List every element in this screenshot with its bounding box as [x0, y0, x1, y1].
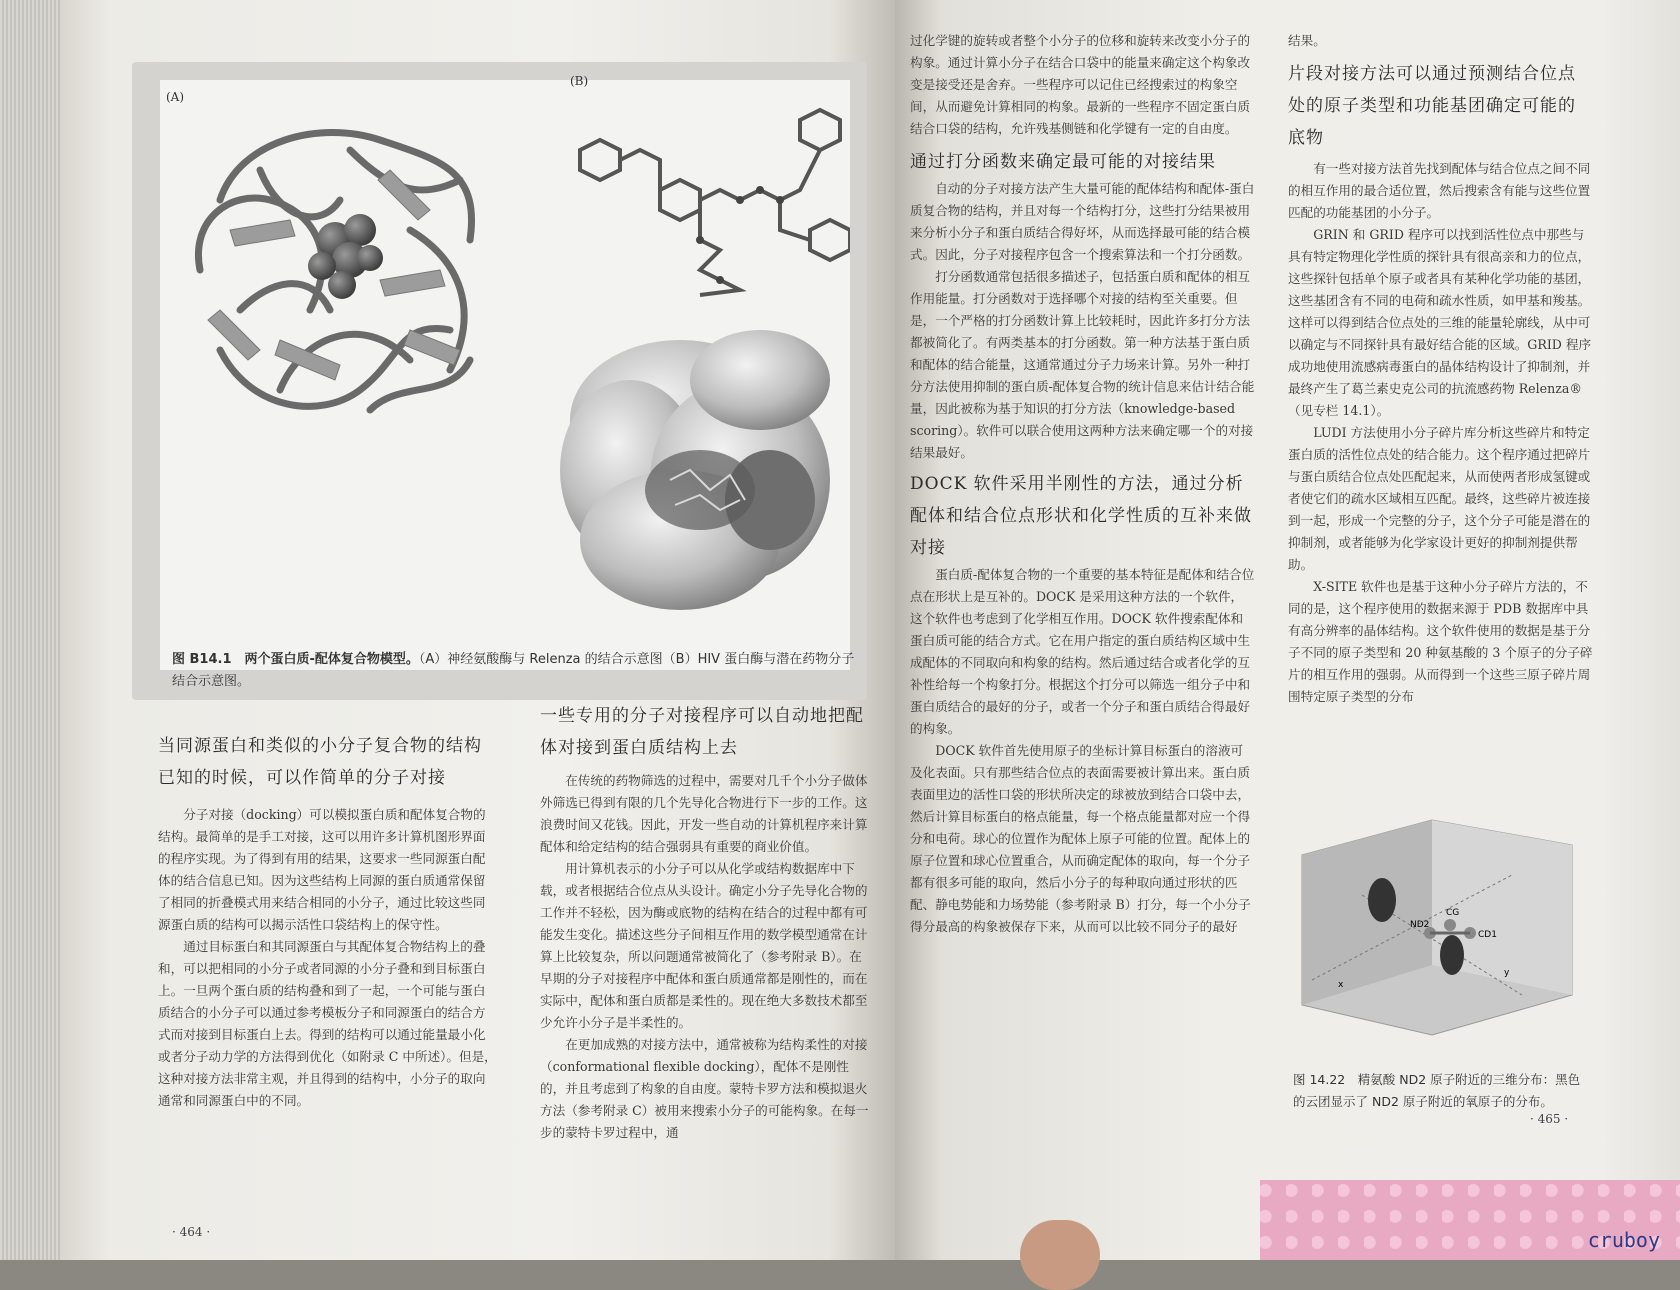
page-number-left: · 464 · [172, 1225, 211, 1239]
figure-panels [160, 74, 850, 670]
section-heading: 片段对接方法可以通过预测结合位点处的原子类型和功能基团确定可能的底物 [1288, 64, 1576, 148]
section-heading: 当同源蛋白和类似的小分子复合物的结构已知的时候，可以作简单的分子对接 [158, 736, 482, 788]
watermark: cruboy [1587, 1228, 1660, 1252]
caption-text: （A）神经氨酸酶与 Relenza 的结合示意图（B）HIV 蛋白酶与潜在药物分子结合示意图。 [172, 652, 855, 689]
right-column-1 [910, 30, 1255, 938]
right-column-2 [1288, 30, 1593, 708]
label-cd1: CD1 [1478, 930, 1497, 940]
left-column-2 [540, 700, 870, 1144]
ligand-stick-model [580, 110, 850, 295]
paragraph: 自动的分子对接方法产生大量可能的配体结构和配体-蛋白质复合物的结构，并且对每一个结构打分，这些打分结果被用来分析小分子和蛋白质结合得好坏，从而选择最可能的结合模式。因此，分子对接程序包含一个搜索算法和一个打分函数。 [910, 181, 1255, 262]
paragraph: 过化学键的旋转或者整个小分子的位移和旋转来改变小分子的构象。通过计算小分子在结合口袋中的能量来确定这个构象改变是接受还是舍弃。一些程序可以记住已经搜索过的构象空间，从而避免计算相同的构象。最新的一些程序不固定蛋白质结合口袋的结构，允许残基侧链和化学键有一定的自由度。 [910, 33, 1251, 136]
paragraph: 结果。 [1288, 33, 1326, 48]
paragraph: 分子对接（docking）可以模拟蛋白质和配体复合物的结构。最简单的是手工对接，这可以用许多计算机图形界面的程序实现。为了得到有用的结果，这要求一些同源蛋白配体的结合信息已知。因为这些结构上同源的蛋白质通常保留了相同的折叠模式用来结合相同的小分子，通过比较这些同源蛋白质的结构可以揭示活性口袋结构上的保守性。 [158, 807, 486, 932]
label-y: y [1504, 968, 1510, 978]
label-x: x [1338, 980, 1344, 990]
section-heading: DOCK 软件采用半刚性的方法，通过分析配体和结合位点形状和化学性质的互补来做对接 [910, 474, 1252, 558]
paragraph: LUDI 方法使用小分子碎片库分析这些碎片和特定蛋白质的活性位点处的结合能力。这个程序通过把碎片与蛋白质结合位点处匹配起来，从而使两者形成氢键或者使它们的疏水区域相互匹配。最终，这些碎片被连接到一起，形成一个完整的分子，这个分子可能是潜在的抑制剂，或者能够为化学家设计更好的抑制剂提供帮助。 [1288, 425, 1591, 572]
page-number-right: · 465 · [1530, 1112, 1569, 1126]
cube-illustration [1282, 815, 1582, 1040]
section-heading: 通过打分函数来确定最可能的对接结果 [910, 152, 1216, 172]
paragraph: 在更加成熟的对接方法中，通常被称为结构柔性的对接（conformational flexible docking），配体不是刚性的，并且考虑到了构象的自由度。蒙特卡罗方法和模拟退火方法（参考附录 C）被用来搜索小分子的可能构象。在每一步的蒙特卡罗过程中，通 [540, 1037, 869, 1140]
figure-b14-1 [132, 62, 867, 700]
paragraph: X-SITE 软件也是基于这种小分子碎片方法的，不同的是，这个程序使用的数据来源于 PDB 数据库中具有高分辨率的晶体结构。这个软件使用的数据是基于分子不同的原子类型和 20 种氨基酸的 3 个原子的分子碎片的相互作用的强弱。从而得到一个这些三原子碎片周围特定原子类型的分布 [1288, 579, 1593, 704]
left-column-1 [158, 730, 498, 1112]
caption-title: 图 B14.1 两个蛋白质-配体复合物模型。 [172, 652, 419, 667]
protease-surface [560, 330, 830, 610]
thumb [1020, 1220, 1100, 1290]
panel-b-label: (B) [570, 74, 589, 88]
section-heading: 一些专用的分子对接程序可以自动地把配体对接到蛋白质结构上去 [540, 706, 864, 758]
paragraph: DOCK 软件首先使用原子的坐标计算目标蛋白的溶液可及化表面。只有那些结合位点的表面需要被计算出来。蛋白质表面里边的活性口袋的形状所决定的球被放到结合口袋中去，然后计算目标蛋白的格点能量，每一个格点能量都对应一个得分和电荷。球心的位置作为配体上原子可能的位置。配体上的原子位置和球心位置重合，从而确定配体的取向，每一个分子都有很多可能的取向，然后小分子的每种取向通过形状的匹配、静电势能和力场势能（参考附录 B）打分，每一个小分子得分最高的构象被保存下来，从而可以比较不同分子的最好 [910, 743, 1251, 934]
label-nd2: ND2 [1410, 920, 1430, 930]
paragraph: 在传统的药物筛选的过程中，需要对几千个小分子做体外筛选已得到有限的几个先导化合物进行下一步的工作。这浪费时间又花钱。因此，开发一些自动的计算机程序来计算配体和给定结构的结合强弱具有重要的商业价值。 [540, 773, 868, 854]
paragraph: 打分函数通常包括很多描述子，包括蛋白质和配体的相互作用能量。打分函数对于选择哪个对接的结构至关重要。但是，一个严格的打分函数计算上比较耗时，因此许多打分方法都被简化了。有两类基本的打分函数。第一种方法基于蛋白质和配体的结合能量，这通常通过分子力场来计算。另外一种打分方法使用抑制的蛋白质-配体复合物的统计信息来估计结合能量，因此被称为基于知识的打分方法（knowledge-based scoring）。软件可以联合使用这两种方法来确定哪一个的对接结果最好。 [910, 269, 1255, 460]
book-edge [0, 0, 60, 1260]
paragraph: GRIN 和 GRID 程序可以找到活性位点中那些与具有特定物理化学性质的探针具有很高亲和力的位点，这些探针包括单个原子或者具有某种化学功能的基团，这些基团含有不同的电荷和疏水性质，如甲基和羧基。这样可以得到结合位点处的三维的能量轮廓线，从中可以确定与不同探针具有最好结合能的区域。GRID 程序成功地使用流感病毒蛋白的晶体结构设计了抑制剂，并最终产生了葛兰素史克公司的抗流感药物 Relenza®（见专栏 14.1）。 [1288, 227, 1592, 418]
paragraph: 通过目标蛋白和其同源蛋白与其配体复合物结构上的叠和，可以把相同的小分子或者同源的小分子叠和到目标蛋白上。一旦两个蛋白质的结构叠和到了一起，一个可能与蛋白质结合的小分子可以通过参考模板分子和同源蛋白的结合方式而对接到目标蛋白上去。得到的结构可以通过能量最小化或者分子动力学的方法得到优化（如附录 C 中所述）。但是，这种对接方法非常主观，并且得到的结构中，小分子的取向通常和同源蛋白中的不同。 [158, 939, 497, 1108]
label-cg: CG [1446, 908, 1460, 918]
paragraph: 蛋白质-配体复合物的一个重要的基本特征是配体和结合位点在形状上是互补的。DOCK 是采用这种方法的一个软件，这个软件也考虑到了化学相互作用。DOCK 软件搜索配体和蛋白质可能的结合方式。它在用户指定的蛋白质结构区域中生成配体的不同取向和构象的结构。然后通过结合或者化学的互补性给每一个构象打分。根据这个打分可以筛选一组分子中和蛋白质结合的最好的分子，或者一个分子和蛋白质结合得最好的构象。 [910, 567, 1255, 736]
paragraph: 有一些对接方法首先找到配体与结合位点之间不同的相互作用的最合适位置，然后搜索含有能与这些位置匹配的功能基团的小分子。 [1288, 161, 1591, 220]
figure-14-22 [1282, 815, 1582, 1040]
figure-b14-1-caption [172, 649, 862, 693]
paragraph: 用计算机表示的小分子可以从化学或结构数据库中下载，或者根据结合位点从头设计。确定小分子先导化合物的工作并不轻松，因为酶或底物的结构在结合的过程中都有可能发生变化。描述这些分子间相互作用的数学模型通常在计算上比较复杂，所以问题通常被简化了（参考附录 B）。在早期的分子对接程序中配体和蛋白质通常都是刚性的，而在实际中，配体和蛋白质都是柔性的。现在绝大多数技术都至少允许小分子是半柔性的。 [540, 861, 868, 1030]
figure-illustration [160, 80, 850, 670]
panel-a-label: (A) [166, 90, 185, 104]
figure-14-22-caption: 图 14.22 精氨酸 ND2 原子附近的三维分布：黑色的云团显示了 ND2 原子附近的氧原子的分布。 [1293, 1071, 1581, 1109]
